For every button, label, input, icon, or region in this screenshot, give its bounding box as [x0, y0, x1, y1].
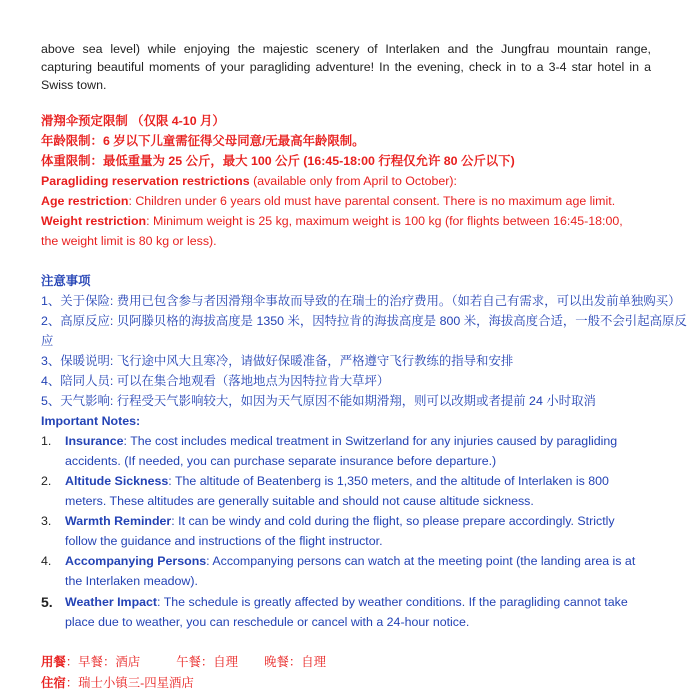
notes-cn-line-2-cont: 应: [41, 334, 54, 348]
restriction-cn-title: 滑翔伞预定限制 （仅限 4-10 月）: [41, 114, 225, 128]
meals-breakfast: ：早餐：酒店: [65, 655, 141, 669]
note-number: 3.: [41, 514, 52, 528]
notes-cn-line-5: 5、天气影响: 行程受天气影响较大，如因为天气原因不能如期滑翔，则可以改期或者提前 24 小时取消: [41, 394, 596, 408]
restriction-en-title: [41, 173, 457, 189]
note-number: 2.: [41, 474, 52, 488]
intro-line-3: Swiss town.: [41, 78, 107, 92]
note-text: : Accompanying persons can watch at the meeting point (the landing area is at: [206, 554, 636, 568]
note-text: : The schedule is greatly affected by weather conditions. If the paragliding cannot take: [157, 595, 628, 609]
note-number: 1.: [41, 434, 52, 448]
note-text-cont: accidents. (If needed, you can purchase separate insurance before departure.): [65, 454, 497, 468]
note-label: Insurance: [65, 434, 124, 448]
note-text: : The altitude of Beatenberg is 1,350 meters, and the altitude of Interlaken is 800: [168, 474, 609, 488]
restriction-en-weight: [41, 213, 623, 229]
lodging-label: 住宿: [41, 676, 66, 690]
meals-line: [41, 654, 326, 670]
lodging-text: ：瑞士小镇三-四星酒店: [65, 676, 194, 690]
note-text-cont: follow the guidance and instructions of the flight instructor.: [65, 534, 383, 548]
restriction-en-weight-cont: the weight limit is 80 kg or less).: [41, 234, 217, 248]
restriction-en-title-rest: (available only from April to October):: [249, 174, 457, 188]
notes-cn-title: 注意事项: [41, 274, 91, 288]
note-label: Altitude Sickness: [65, 474, 169, 488]
notes-cn-line-4: 4、陪同人员: 可以在集合地观看（落地地点为因特拉肯大草坪）: [41, 374, 390, 388]
intro-line-2: capturing beautiful moments of your paragliding adventure! In the evening, check in to a 3-4 star hotel in a: [41, 60, 651, 74]
note-text-cont: the Interlaken meadow).: [65, 574, 198, 588]
note-number: 4.: [41, 554, 52, 568]
restriction-en-title-label: Paragliding reservation restrictions: [41, 174, 250, 188]
restriction-cn-weight: 体重限制：最低重量为 25 公斤，最大 100 公斤 (16:45-18:00 行程仅允许 80 公斤以下): [41, 154, 515, 168]
note-number: 5.: [41, 594, 53, 610]
restriction-en-age: [41, 193, 615, 209]
note-item-insurance: [65, 433, 617, 449]
lodging-line: [41, 675, 194, 691]
note-item-weather: [65, 594, 628, 610]
restriction-en-age-text: : Children under 6 years old must have parental consent. There is no maximum age limit.: [128, 194, 616, 208]
restriction-en-age-label: Age restriction: [41, 194, 129, 208]
note-label: Warmth Reminder: [65, 514, 172, 528]
note-text-cont: meters. These altitudes are generally suitable and should not cause altitude sickness.: [65, 494, 534, 508]
note-text: : The cost includes medical treatment in Switzerland for any injuries caused by paragliding: [123, 434, 618, 448]
note-item-accompanying: [65, 553, 635, 569]
note-label: Weather Impact: [65, 595, 158, 609]
notes-en-title: Important Notes:: [41, 414, 141, 428]
note-text-cont: place due to weather, you can reschedule or cancel with a 24-hour notice.: [65, 615, 470, 629]
note-text: : It can be windy and cold during the flight, so please prepare accordingly. Strictly: [171, 514, 615, 528]
notes-cn-line-1: 1、关于保险: 费用已包含参与者因滑翔伞事故而导致的在瑞士的治疗费用。（如若自己有需求，可以出发前单独购买）: [41, 294, 681, 308]
note-label: Accompanying Persons: [65, 554, 207, 568]
meals-lunch: 午餐：自理: [176, 655, 239, 669]
restriction-cn-age: 年龄限制：6 岁以下儿童需征得父母同意/无最高年龄限制。: [41, 134, 365, 148]
notes-cn-line-3: 3、保暖说明: 飞行途中风大且寒冷，请做好保暖准备，严格遵守飞行教练的指导和安排: [41, 354, 514, 368]
meals-dinner: 晚餐：自理: [264, 655, 327, 669]
meals-label: 用餐: [41, 655, 66, 669]
restriction-en-weight-label: Weight restriction: [41, 214, 147, 228]
note-item-warmth: [65, 513, 615, 529]
intro-line-1: above sea level) while enjoying the majestic scenery of Interlaken and the Jungfrau mountain range,: [41, 42, 651, 56]
notes-cn-line-2: 2、高原反应: 贝阿滕贝格的海拔高度是 1350 米，因特拉肯的海拔高度是 800 米，海拔高度合适，一般不会引起高原反: [41, 314, 687, 328]
restriction-en-weight-text: : Minimum weight is 25 kg, maximum weight is 100 kg (for flights between 16:45-18:00,: [146, 214, 623, 228]
note-item-altitude: [65, 473, 609, 489]
